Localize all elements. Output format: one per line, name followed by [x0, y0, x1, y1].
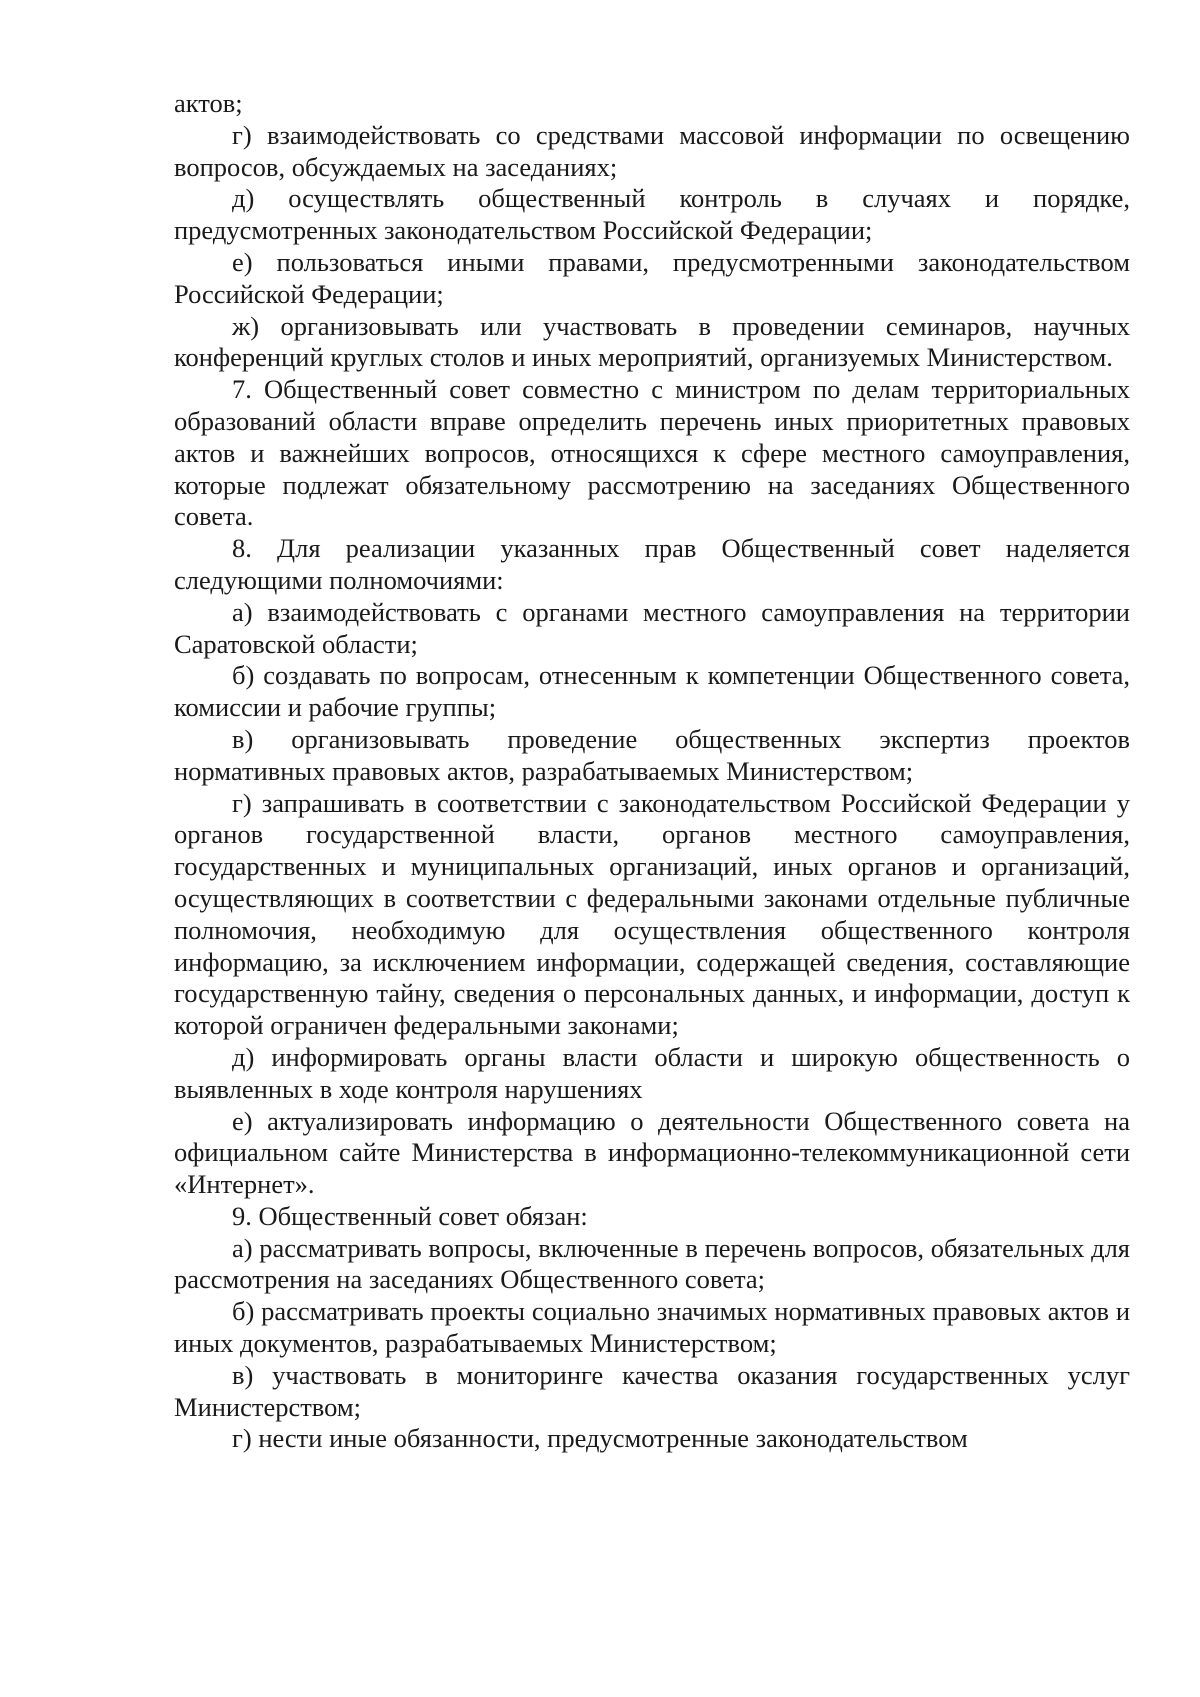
paragraph-8e-website: е) актуализировать информацию о деятельности Общественного совета на официальном сайте Министерства в информационно-телекоммуникационной сети «Интернет». [174, 1105, 1130, 1200]
paragraph-9v-monitoring: в) участвовать в мониторинге качества оказания государственных услуг Министерством; [174, 1359, 1130, 1422]
paragraph-8g-request-info: г) запрашивать в соответствии с законодательством Российской Федерации у органов государственной власти, органов местного самоуправления, государственных и муниципальных организаций, иных органов и организаций, осуществляющих в соответствии с федеральными законами отдельные публичные полномочия, необходимую для осуществления общественного контроля информацию, за исключением информации, содержащей сведения, составляющие государственную тайну, сведения о персональных данных, и информации, доступ к которой ограничен федеральными законами; [174, 787, 1130, 1041]
paragraph-9b-consider-drafts: б) рассматривать проекты социально значимых нормативных правовых актов и иных документов, разрабатываемых Министерством; [174, 1296, 1130, 1359]
paragraph-8v-expertise: в) организовывать проведение общественных экспертиз проектов нормативных правовых актов, разрабатываемых Министерством; [174, 723, 1130, 786]
paragraph-acts-end: актов; [174, 88, 243, 118]
paragraph-6zh-seminars: ж) организовывать или участвовать в проведении семинаров, научных конференций круглых столов и иных мероприятий, организуемых Министерством. [174, 310, 1130, 373]
document-body [174, 88, 1130, 1455]
paragraph-7-priority-acts: 7. Общественный совет совместно с министром по делам территориальных образований области вправе определить перечень иных приоритетных правовых актов и важнейших вопросов, относящихся к сфере местного самоуправления, которые подлежат обязательному рассмотрению на заседаниях Общественного совета. [174, 374, 1130, 532]
paragraph-8d-inform: д) информировать органы власти области и широкую общественность о выявленных в ходе контроля нарушениях [174, 1041, 1130, 1104]
paragraph-8b-commissions: б) создавать по вопросам, отнесенным к компетенции Общественного совета, комиссии и рабочие группы; [174, 660, 1130, 723]
paragraph-8a-local-government: а) взаимодействовать с органами местного самоуправления на территории Саратовской области; [174, 596, 1130, 659]
paragraph-9g-other-duties: г) нести иные обязанности, предусмотренные законодательством [232, 1423, 968, 1454]
paragraph-6g-media: г) взаимодействовать со средствами массовой информации по освещению вопросов, обсуждаемых на заседаниях; [174, 119, 1130, 182]
paragraph-9-obligations: 9. Общественный совет обязан: [232, 1200, 588, 1231]
paragraph-8-powers: 8. Для реализации указанных прав Общественный совет наделяется следующими полномочиями: [174, 533, 1130, 595]
paragraph-9a-consider-questions: а) рассматривать вопросы, включенные в перечень вопросов, обязательных для рассмотрения на заседаниях Общественного совета; [174, 1232, 1130, 1295]
paragraph-6d-public-control: д) осуществлять общественный контроль в случаях и порядке, предусмотренных законодательством Российской Федерации; [174, 183, 1130, 246]
paragraph-6e-other-rights: е) пользоваться иными правами, предусмотренными законодательством Российской Федерации; [174, 246, 1130, 309]
